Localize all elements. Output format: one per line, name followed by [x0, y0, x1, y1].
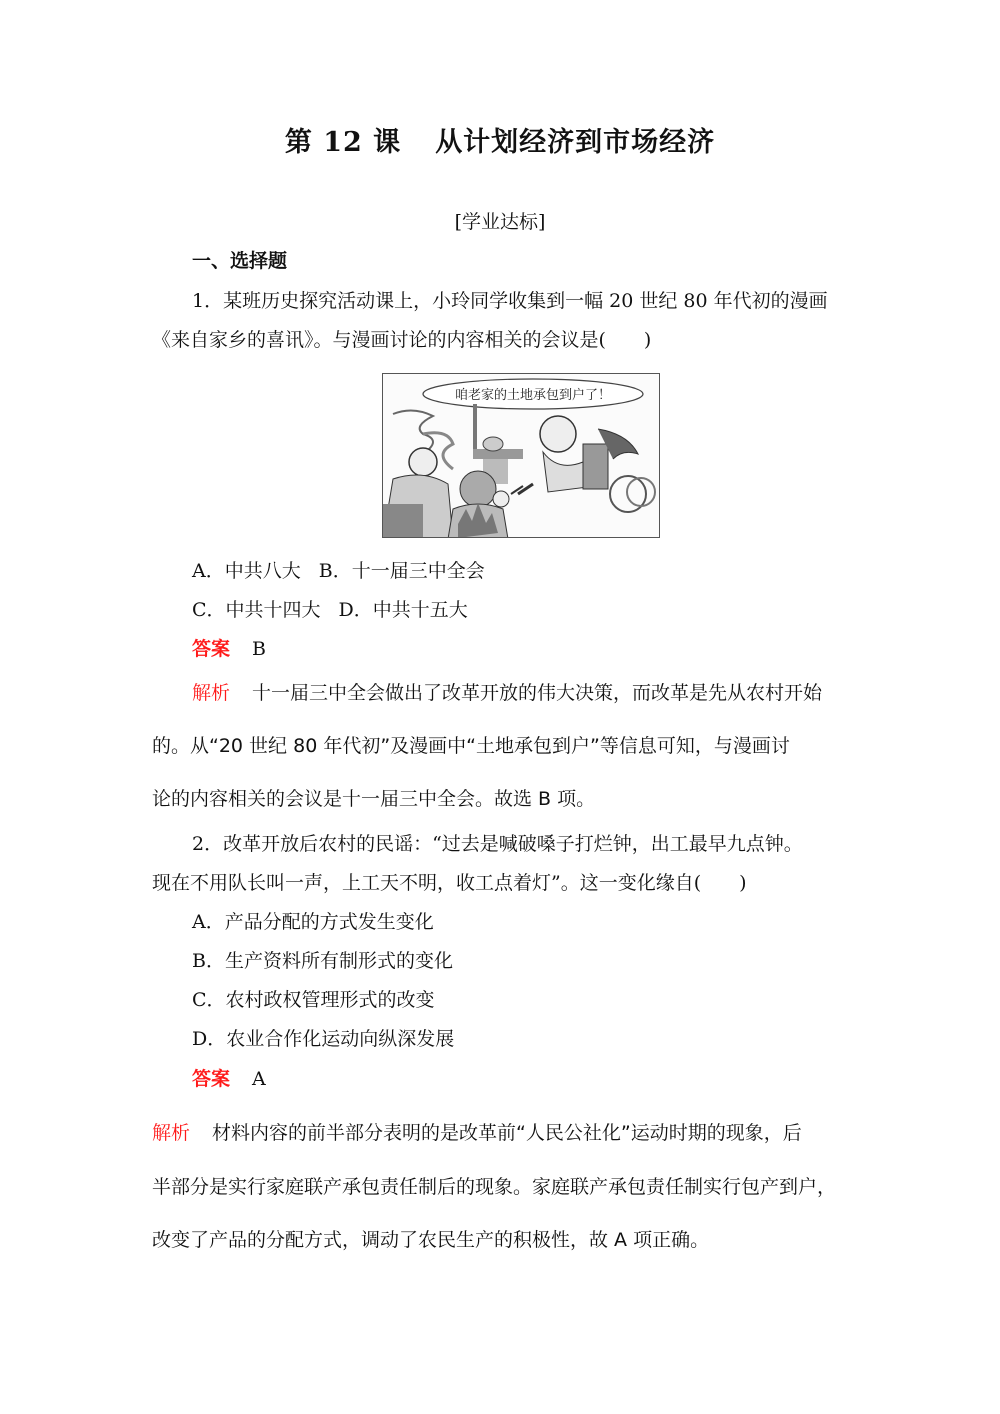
lesson-name: 从计划经济到市场经济 — [435, 127, 716, 158]
q1-answer — [192, 637, 266, 661]
q2-option-c: C．农村政权管理形式的改变 — [192, 989, 435, 1011]
q2-explanation-line3: 改变了产品的分配方式，调动了农民生产的积极性，故 A 项正确。 — [152, 1229, 710, 1251]
cartoon-speech-text: 咱老家的土地承包到户了！ — [454, 388, 612, 403]
q1-answer-label: 答案 — [192, 638, 231, 660]
q1-stem-line1: 1．某班历史探究活动课上，小玲同学收集到一幅 20 世纪 80 年代初的漫画 — [192, 290, 828, 312]
q2-explanation-text1: 材料内容的前半部分表明的是改革前“人民公社化”运动时期的现象，后 — [212, 1122, 802, 1144]
q2-option-b: B．生产资料所有制形式的变化 — [192, 950, 453, 972]
q2-stem-line1: 2．改革开放后农村的民谣：“过去是喊破嗓子打烂钟，出工最早九点钟。 — [192, 833, 803, 855]
page-title — [0, 120, 1000, 159]
q2-stem-line2: 现在不用队长叫一声，上工天不明，收工点着灯”。这一变化缘自( ) — [152, 872, 747, 894]
q1-option-d: D．中共十五大 — [338, 599, 468, 621]
q1-option-c: C．中共十四大 — [192, 599, 321, 621]
q1-explanation-line2: 的。从“20 世纪 80 年代初”及漫画中“土地承包到户”等信息可知，与漫画讨 — [152, 735, 790, 757]
section-heading: 一、选择题 — [192, 250, 288, 272]
q2-answer-label: 答案 — [192, 1068, 231, 1090]
q2-option-a: A．产品分配的方式发生变化 — [192, 911, 434, 933]
q1-explanation-line1 — [192, 681, 822, 705]
q1-options-row1 — [192, 559, 485, 583]
q1-options-row2 — [192, 598, 468, 622]
q1-option-b: B．十一届三中全会 — [318, 560, 485, 582]
section-subtitle: [学业达标] — [454, 211, 546, 233]
q2-explanation-line2: 半部分是实行家庭联产承包责任制后的现象。家庭联产承包责任制实行包产到户， — [152, 1176, 837, 1198]
q2-answer-value: A — [252, 1068, 266, 1090]
q2-explanation-label: 解析 — [152, 1122, 191, 1144]
q1-explanation-label: 解析 — [192, 682, 231, 704]
q1-stem-line2: 《来自家乡的喜讯》。与漫画讨论的内容相关的会议是( ) — [152, 329, 652, 351]
lesson-number: 第 12 课 — [284, 127, 402, 158]
q2-option-d: D．农业合作化运动向纵深发展 — [192, 1028, 455, 1050]
cartoon-illustration — [383, 374, 659, 537]
q2-answer — [192, 1067, 266, 1091]
q1-option-a: A．中共八大 — [192, 560, 301, 582]
q1-explanation-text1: 十一届三中全会做出了改革开放的伟大决策，而改革是先从农村开始 — [252, 682, 823, 704]
cartoon-image — [382, 373, 660, 538]
q2-explanation-line1 — [152, 1121, 802, 1145]
q1-explanation-line3: 论的内容相关的会议是十一届三中全会。故选 B 项。 — [152, 788, 596, 810]
q1-answer-value: B — [252, 638, 266, 660]
